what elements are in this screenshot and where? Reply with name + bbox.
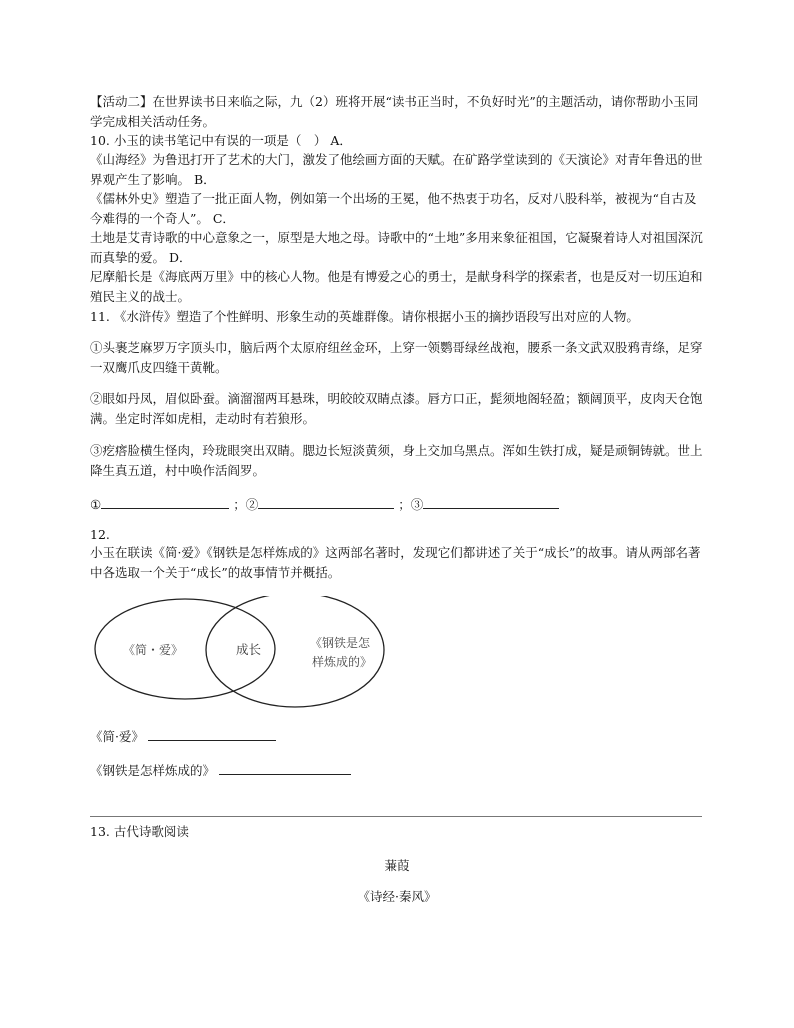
- answer-mark-1: ①: [90, 497, 102, 512]
- venn-right-label-line1: 《钢铁是怎: [310, 636, 371, 650]
- answer-blank-2[interactable]: [258, 494, 394, 509]
- q12-answer-2: [90, 760, 706, 781]
- q12-number: 12.: [90, 527, 110, 542]
- q12-answer-1: [90, 726, 706, 747]
- q11-excerpt-1: ①头裹芝麻罗万字顶头巾，脑后两个太原府纽丝金环，上穿一领鹦哥绿丝战袍，腰系一条文武双股鸦青绦，足穿一双鹰爪皮四缝干黄靴。: [90, 340, 703, 375]
- q10-option-d: 尼摩船长是《海底两万里》中的核心人物。他是有博爱之心的勇士，是献身科学的探索者，也是反对一切压迫和殖民主义的战士。: [90, 269, 703, 304]
- venn-right-label-line2: 样炼成的》: [312, 655, 373, 669]
- answer-separator-2: ；: [398, 497, 411, 512]
- poem-title: 蒹葭: [384, 858, 410, 873]
- answer-mark-3: ③: [410, 497, 424, 512]
- answer-1-blank[interactable]: [148, 726, 276, 741]
- q11-stem: 11. 《水浒传》塑造了个性鲜明、形象生动的英雄群像。请你根据小玉的摘抄语段写出对应的人物。: [90, 309, 639, 324]
- venn-right-ellipse: [206, 596, 384, 707]
- q13-heading: 13. 古代诗歌阅读: [90, 824, 189, 839]
- poem-source: 《诗经·秦风》: [357, 889, 437, 904]
- q12-stem: 小玉在联读《简·爱》《钢铁是怎样炼成的》这两部名著时，发现它们都讲述了关于“成长”的故事。请从两部名著中各选取一个关于“成长”的故事情节并概括。: [90, 545, 701, 580]
- q10-stem: 10. 小玉的读书笔记中有误的一项是（ ） A．: [90, 133, 352, 148]
- answer-1-label: 《简·爱》: [90, 729, 144, 744]
- activity2-intro: 【活动二】在世界读书日来临之际，九（2）班将开展“读书正当时，不负好时光”的主题活动，请你帮助小玉同学完成相关活动任务。: [90, 94, 699, 129]
- venn-left-label: 《简・爱》: [123, 643, 184, 657]
- q10-option-b: 《儒林外史》塑造了一批正面人物，例如第一个出场的王冕，他不热衷于功名，反对八股科举，被视为“自古及今难得的一个奇人”。 C．: [90, 191, 697, 226]
- venn-center-label: 成长: [236, 642, 262, 657]
- q11-excerpt-2: ②眼如丹凤，眉似卧蚕。滴溜溜两耳悬珠，明皎皎双睛点漆。唇方口正，髭须地阁轻盈；额阔顶平，皮肉天仓饱满。坐定时浑如虎相，走动时有若狼形。: [90, 391, 703, 426]
- venn-diagram: [90, 596, 450, 712]
- q11-answer-line: [90, 494, 706, 515]
- q10-option-a: 《山海经》为鲁迅打开了艺术的大门，激发了他绘画方面的天赋。在矿路学堂读到的《天演论》对青年鲁迅的世界观产生了影响。 B．: [90, 152, 703, 187]
- q10-option-c: 土地是艾青诗歌的中心意象之一，原型是大地之母。诗歌中的“土地”多用来象征祖国，它凝聚着诗人对祖国深沉而真挚的爱。 D．: [90, 230, 703, 265]
- answer-blank-3[interactable]: [423, 494, 559, 509]
- answer-separator-1: ；: [233, 497, 246, 512]
- answer-mark-2: ②: [245, 497, 259, 512]
- answer-blank-1[interactable]: [101, 494, 229, 509]
- q11-excerpt-3: ③疙瘩脸横生怪肉，玲珑眼突出双睛。腮边长短淡黄须，身上交加乌黑点。浑如生铁打成，疑是顽铜铸就。世上降生真五道，村中唤作活阎罗。: [90, 443, 703, 478]
- answer-2-label: 《钢铁是怎样炼成的》: [90, 763, 216, 778]
- section-divider: [90, 816, 702, 817]
- answer-2-blank[interactable]: [219, 760, 351, 775]
